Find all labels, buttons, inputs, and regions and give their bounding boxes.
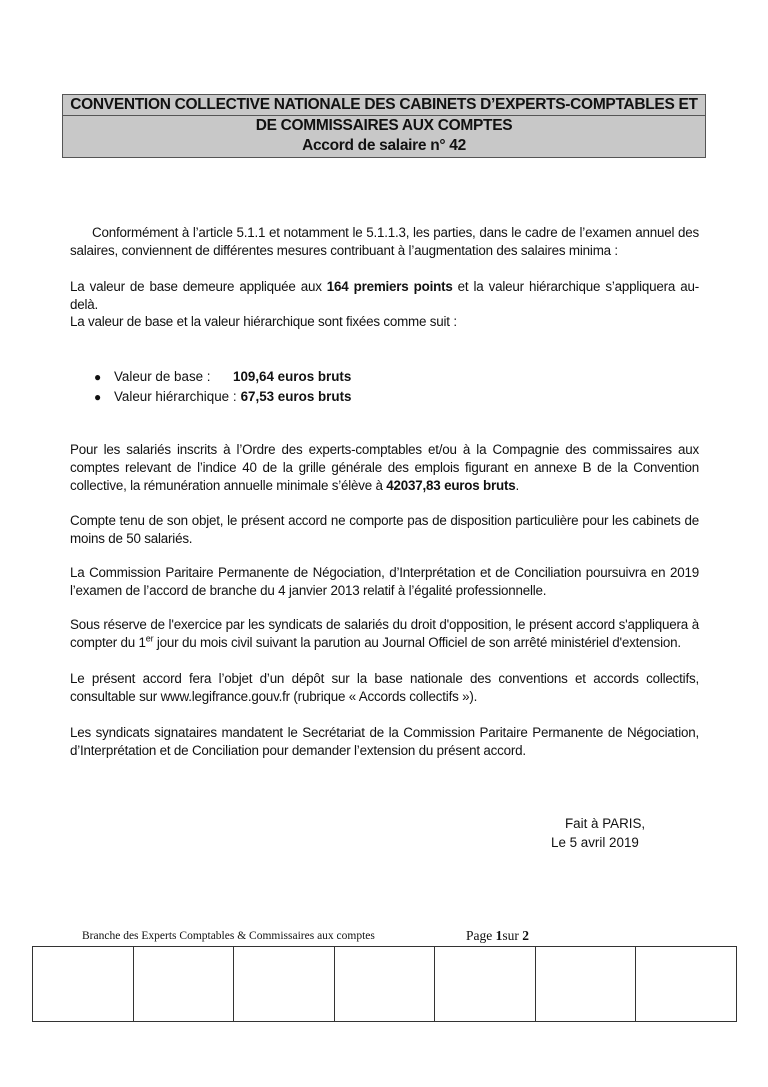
p4-text-before: Pour les salariés inscrits à l’Ordre des experts-comptables et/ou à la Compagnie des commissaires aux comptes relevant de l’indice 40 de la grille générale des emplois figurant en annexe B de la Convention collective, la rémunération annuelle minimale s’élève à	[70, 442, 699, 493]
title-line-2: DE COMMISSAIRES AUX COMPTES	[255, 117, 513, 134]
p2-bold-points: 164 premiers points	[326, 279, 453, 294]
bullet-dot-icon: ●	[94, 390, 102, 404]
paragraph-commission: La Commission Paritaire Permanente de Négociation, d’Interprétation et de Conciliation poursuivra en 2019 l’examen de l’accord de branche du 4 janvier 2013 relatif à l’égalité professionnelle.	[70, 565, 699, 598]
signature-cell	[435, 947, 536, 1021]
bullet-value: 67,53 euros bruts	[240, 389, 352, 404]
bullet-label: Valeur hiérarchique :	[114, 389, 237, 404]
p4-text-after: .	[515, 478, 520, 493]
bullet-dot-icon: ●	[94, 370, 102, 384]
signature-block	[551, 814, 645, 852]
paragraph-base-value	[70, 278, 699, 314]
footer-page-number	[466, 928, 529, 944]
paragraph-application	[70, 616, 699, 652]
footer-branch: Branche des Experts Comptables & Commissaires aux comptes	[82, 930, 375, 942]
bullet-base-value	[94, 367, 351, 387]
signature-cell	[33, 947, 134, 1021]
signature-cell	[234, 947, 335, 1021]
p2-text-before: La valeur de base demeure appliquée aux	[70, 279, 327, 294]
signature-cell	[636, 947, 736, 1021]
paragraph-minimum-salary	[70, 441, 699, 495]
p4-bold-amount: 42037,83 euros bruts	[386, 478, 516, 493]
p7-text-after: jour du mois civil suivant la parution au Journal Officiel de son arrêté ministériel d'extension.	[153, 635, 681, 650]
p7-text-before: Sous réserve de l'exercice par les syndicats de salariés du droit d'opposition, le présent accord s'appliquera à compter du 1	[70, 617, 699, 650]
paragraph-small-firms: Compte tenu de son objet, le présent accord ne comporte pas de disposition particulière pour les cabinets de moins de 50 salariés.	[70, 513, 699, 546]
page-mid: sur	[502, 928, 523, 943]
bullet-label: Valeur de base :	[114, 369, 211, 384]
values-bullet-list	[94, 367, 351, 407]
signature-cell	[335, 947, 436, 1021]
document-title-box	[62, 94, 706, 158]
signature-cell	[536, 947, 637, 1021]
p2-text-after: et la valeur hiérarchique s’appliquera au-delà.	[70, 279, 699, 312]
paragraph-deposit: Le présent accord fera l’objet d’un dépôt sur la base nationale des conventions et accords collectifs, consultable sur www.legifrance.gouv.fr (rubrique « Accords collectifs »).	[70, 671, 699, 704]
signature-place: Fait à PARIS,	[565, 816, 646, 831]
title-line-1: CONVENTION COLLECTIVE NATIONALE DES CABINETS D’EXPERTS-COMPTABLES ET	[63, 95, 705, 116]
p7-superscript: er	[145, 633, 154, 644]
paragraph-fixed-values: La valeur de base et la valeur hiérarchique sont fixées comme suit :	[70, 314, 457, 329]
bullet-hierarchical-value	[94, 387, 351, 407]
signature-cell	[134, 947, 235, 1021]
paragraph-intro: Conformément à l’article 5.1.1 et notamment le 5.1.1.3, les parties, dans le cadre de l’examen annuel des salaires, conviennent de différentes mesures contribuant à l’augmentation des salaires minima :	[70, 225, 699, 258]
signature-table	[32, 946, 737, 1022]
paragraph-mandate: Les syndicats signataires mandatent le Secrétariat de la Commission Paritaire Permanente de Négociation, d’Interprétation et de Conciliation pour demander l’extension du présent accord.	[70, 725, 699, 758]
page-current: 1	[495, 928, 503, 943]
title-line-3: Accord de salaire n° 42	[302, 137, 466, 154]
bullet-value: 109,64 euros bruts	[233, 369, 352, 384]
page-prefix: Page	[466, 928, 496, 943]
page-total: 2	[522, 928, 529, 943]
signature-date: Le 5 avril 2019	[551, 835, 639, 850]
